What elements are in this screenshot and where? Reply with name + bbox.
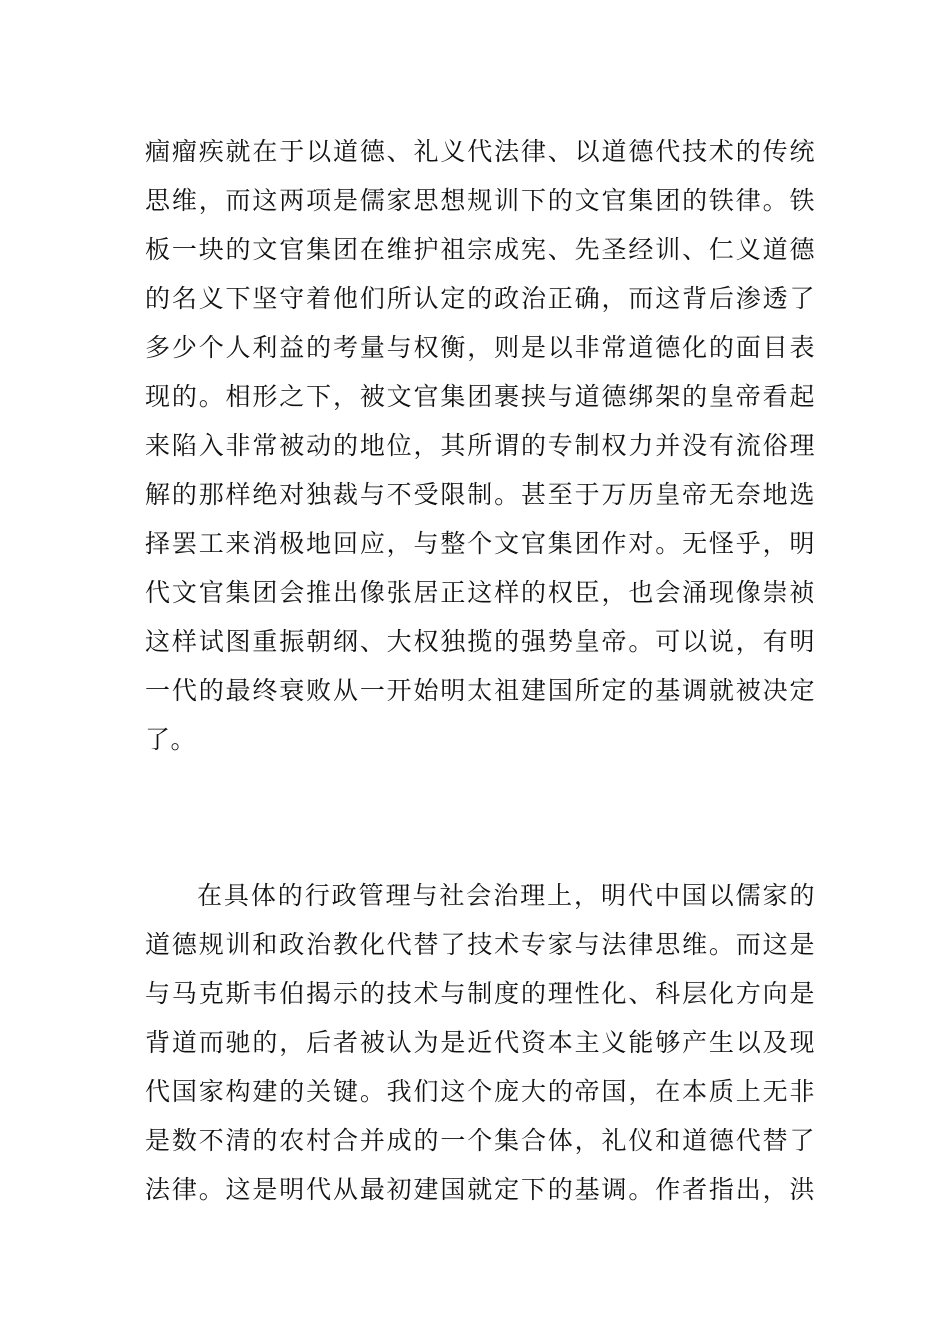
text-line: 背道而驰的，后者被认为是近代资本主义能够产生以及现 — [145, 1028, 815, 1057]
text-line: 解的那样绝对独裁与不受限制。甚至于万历皇帝无奈地选 — [145, 480, 815, 509]
text-line: 择罢工来消极地回应，与整个文官集团作对。无怪乎，明 — [145, 529, 815, 558]
text-line: 了。 — [145, 725, 197, 754]
text-line: 是数不清的农村合并成的一个集合体，礼仪和道德代替了 — [145, 1126, 815, 1155]
paragraph-1 — [145, 127, 815, 764]
text-line: 一代的最终衰败从一开始明太祖建国所定的基调就被决定 — [145, 676, 815, 705]
text-line: 代国家构建的关键。我们这个庞大的帝国，在本质上无非 — [145, 1077, 815, 1106]
text-line: 这样试图重振朝纲、大权独揽的强势皇帝。可以说，有明 — [145, 627, 815, 656]
text-line: 的名义下坚守着他们所认定的政治正确，而这背后渗透了 — [145, 284, 815, 313]
text-line: 法律。这是明代从最初建国就定下的基调。作者指出，洪 — [145, 1175, 815, 1204]
paragraph-2 — [145, 871, 815, 1214]
text-line: 来陷入非常被动的地位，其所谓的专制权力并没有流俗理 — [145, 431, 815, 460]
text-line: 多少个人利益的考量与权衡，则是以非常道德化的面目表 — [145, 333, 815, 362]
text-line: 思维，而这两项是儒家思想规训下的文官集团的铁律。铁 — [145, 186, 815, 215]
text-line: 板一块的文官集团在维护祖宗成宪、先圣经训、仁义道德 — [145, 235, 815, 264]
text-line: 痼瘤疾就在于以道德、礼义代法律、以道德代技术的传统 — [145, 137, 815, 166]
text-line: 与马克斯韦伯揭示的技术与制度的理性化、科层化方向是 — [145, 979, 815, 1008]
text-line: 在具体的行政管理与社会治理上，明代中国以儒家的 — [197, 881, 815, 910]
text-line: 现的。相形之下，被文官集团裹挟与道德绑架的皇帝看起 — [145, 382, 815, 411]
text-line: 道德规训和政治教化代替了技术专家与法律思维。而这是 — [145, 930, 815, 959]
text-line: 代文官集团会推出像张居正这样的权臣，也会涌现像崇祯 — [145, 578, 815, 607]
